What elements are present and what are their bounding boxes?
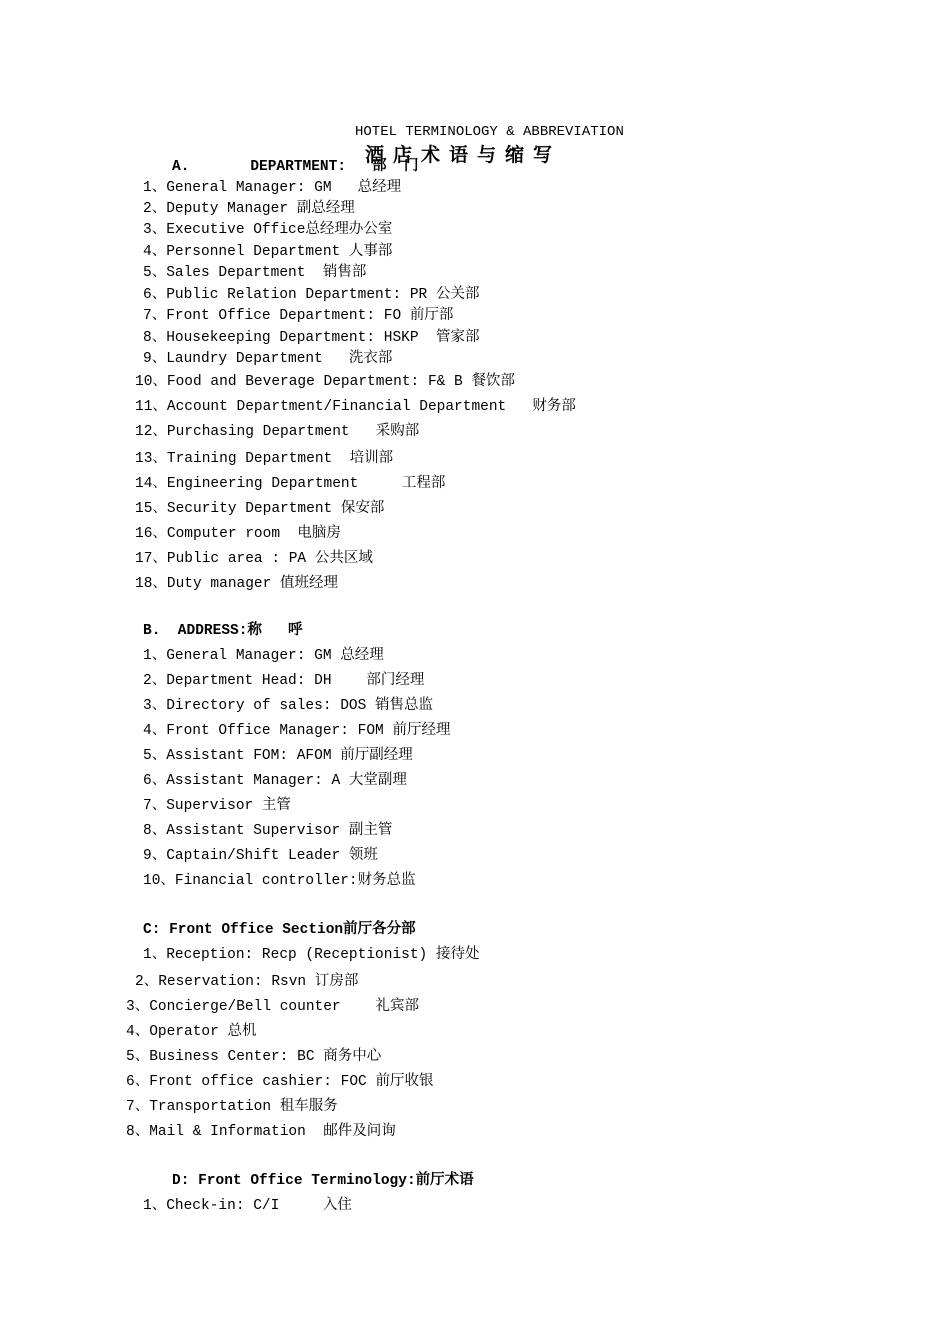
- document-title-english: HOTEL TERMINOLOGY & ABBREVIATION: [355, 124, 624, 140]
- list-item: 14、Engineering Department 工程部: [135, 476, 446, 492]
- list-item: 13、Training Department 培训部: [135, 451, 394, 467]
- section-a-heading: A. DEPARTMENT: 部 门: [172, 159, 419, 175]
- list-item: 17、Public area : PA 公共区域: [135, 551, 373, 567]
- list-item: 15、Security Department 保安部: [135, 501, 385, 517]
- list-item: 1、Reception: Recp (Receptionist) 接待处: [143, 947, 480, 963]
- list-item: 10、Food and Beverage Department: F& B 餐饮部: [135, 374, 515, 390]
- list-item: 12、Purchasing Department 采购部: [135, 424, 420, 440]
- list-item: 8、Housekeeping Department: HSKP 管家部: [143, 330, 480, 346]
- list-item: 6、Public Relation Department: PR 公关部: [143, 287, 480, 303]
- list-item: 7、Transportation 租车服务: [126, 1099, 338, 1115]
- list-item: 4、Personnel Department 人事部: [143, 244, 393, 260]
- list-item: 5、Sales Department 销售部: [143, 265, 367, 281]
- section-c-heading: C: Front Office Section前厅各分部: [143, 922, 416, 938]
- list-item: 7、Supervisor 主管: [143, 798, 291, 814]
- list-item: 1、General Manager: GM 总经理: [143, 180, 402, 196]
- list-item: 4、Front Office Manager: FOM 前厅经理: [143, 723, 451, 739]
- list-item: 1、General Manager: GM 总经理: [143, 648, 384, 664]
- list-item: 3、Executive Office总经理办公室: [143, 222, 393, 238]
- list-item: 9、Captain/Shift Leader 领班: [143, 848, 378, 864]
- list-item: 1、Check-in: C/I 入住: [143, 1198, 352, 1214]
- list-item: 11、Account Department/Financial Department 财务部: [135, 399, 576, 415]
- section-b-heading: B. ADDRESS:称 呼: [143, 623, 303, 639]
- list-item: 9、Laundry Department 洗衣部: [143, 351, 393, 367]
- list-item: 7、Front Office Department: FO 前厅部: [143, 308, 454, 324]
- list-item: 16、Computer room 电脑房: [135, 526, 341, 542]
- list-item: 4、Operator 总机: [126, 1024, 257, 1040]
- list-item: 3、Directory of sales: DOS 销售总监: [143, 698, 434, 714]
- section-d-heading: D: Front Office Terminology:前厅术语: [172, 1173, 474, 1189]
- list-item: 2、Reservation: Rsvn 订房部: [135, 974, 359, 990]
- list-item: 8、Assistant Supervisor 副主管: [143, 823, 393, 839]
- list-item: 6、Assistant Manager: A 大堂副理: [143, 773, 407, 789]
- list-item: 6、Front office cashier: FOC 前厅收银: [126, 1074, 434, 1090]
- list-item: 2、Department Head: DH 部门经理: [143, 673, 425, 689]
- list-item: 8、Mail & Information 邮件及问询: [126, 1124, 396, 1140]
- list-item: 5、Business Center: BC 商务中心: [126, 1049, 382, 1065]
- list-item: 10、Financial controller:财务总监: [143, 873, 416, 889]
- list-item: 3、Concierge/Bell counter 礼宾部: [126, 999, 419, 1015]
- list-item: 5、Assistant FOM: AFOM 前厅副经理: [143, 748, 413, 764]
- list-item: 2、Deputy Manager 副总经理: [143, 201, 355, 217]
- list-item: 18、Duty manager 值班经理: [135, 576, 339, 592]
- document-title-chinese: 酒店术语与缩写: [365, 144, 562, 166]
